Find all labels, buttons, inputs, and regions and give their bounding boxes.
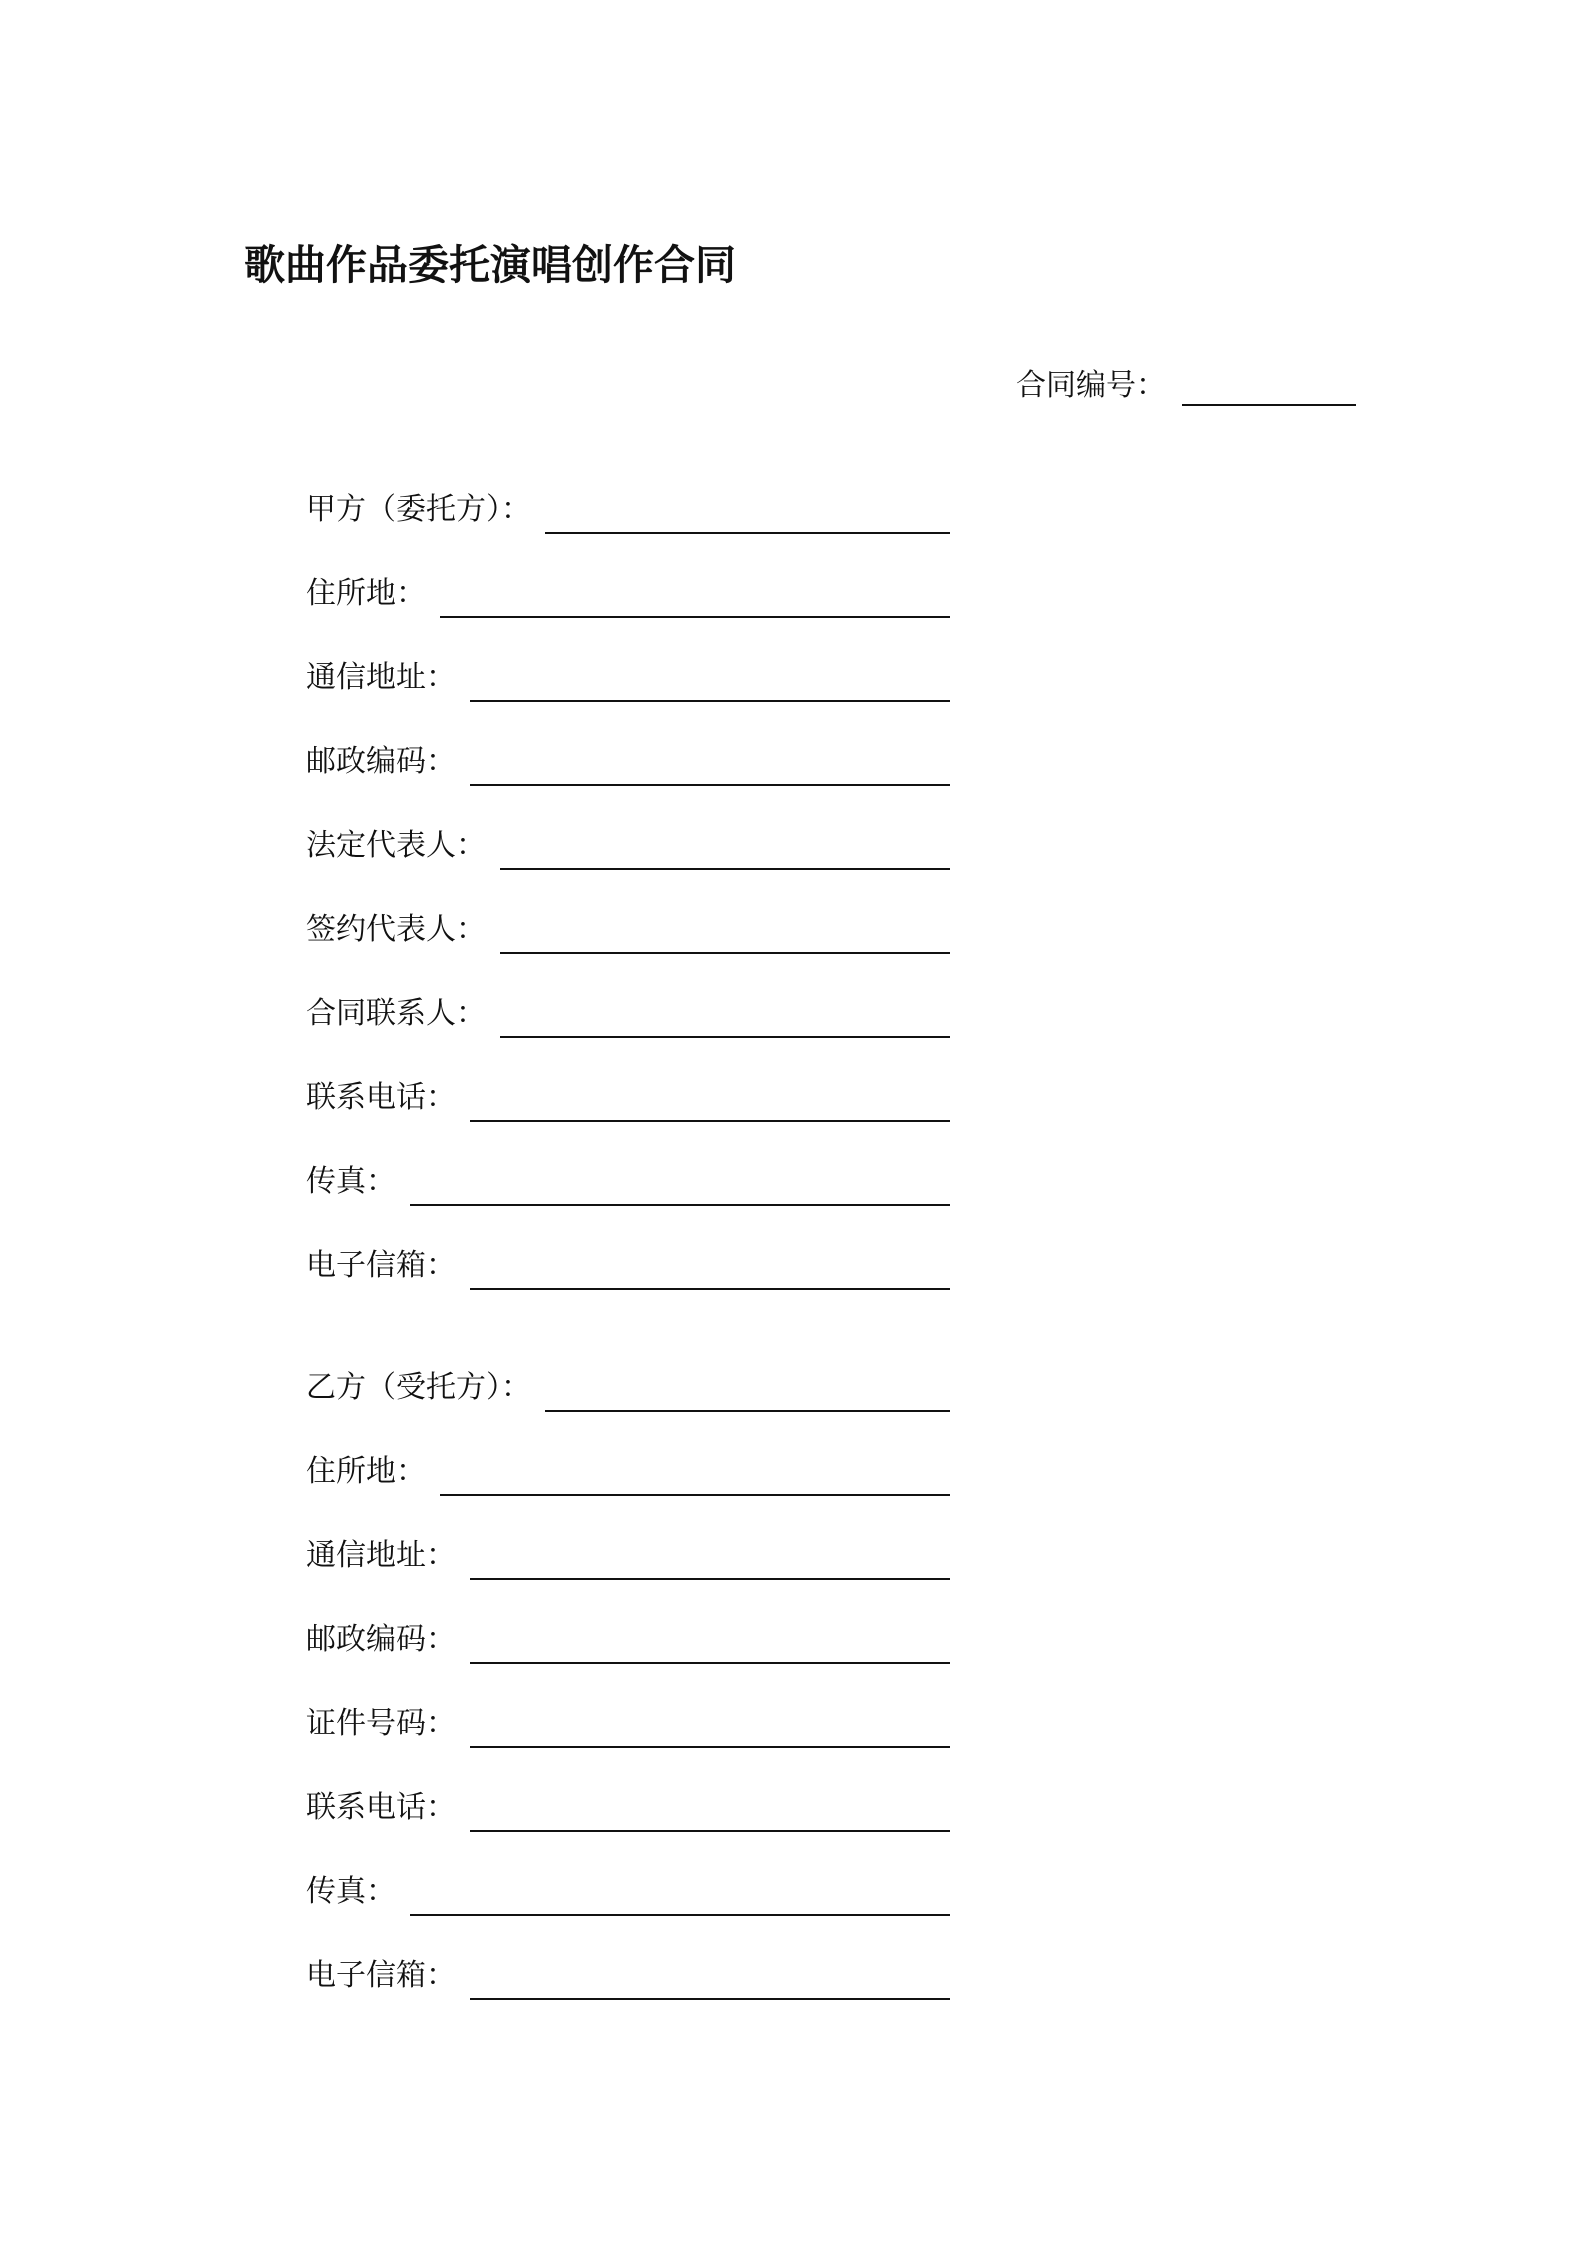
party-a-email-blank[interactable] — [470, 1228, 950, 1290]
party-a-email-row — [306, 1206, 950, 1290]
party-b-id-number-row — [306, 1664, 950, 1748]
party-a-fax-blank[interactable] — [410, 1144, 950, 1206]
party-b-section — [306, 1364, 950, 2000]
party-b-postcode-row — [306, 1580, 950, 1664]
field-label: 电子信箱： — [306, 1248, 456, 1283]
party-a-signing-rep-blank[interactable] — [500, 892, 950, 954]
party-b-name-row — [306, 1364, 950, 1412]
field-label: 住所地： — [306, 1454, 426, 1489]
field-label: 传真： — [306, 1874, 396, 1909]
party-a-domicile-blank[interactable] — [440, 556, 950, 618]
party-a-domicile-row — [306, 534, 950, 618]
party-b-email-row — [306, 1916, 950, 2000]
document-title: 歌曲作品委托演唱创作合同 — [244, 241, 736, 289]
field-label: 住所地： — [306, 576, 426, 611]
party-a-name-row — [306, 486, 950, 534]
field-label: 联系电话： — [306, 1080, 456, 1115]
party-b-phone-blank[interactable] — [470, 1770, 950, 1832]
contract-number-field — [1016, 360, 1356, 406]
field-label: 合同联系人： — [306, 996, 486, 1031]
party-a-contact-blank[interactable] — [500, 976, 950, 1038]
party-a-address-blank[interactable] — [470, 640, 950, 702]
field-label: 通信地址： — [306, 1538, 456, 1573]
field-label: 乙方（受托方）： — [306, 1370, 531, 1405]
party-a-legal-rep-row — [306, 786, 950, 870]
party-b-email-blank[interactable] — [470, 1938, 950, 2000]
party-a-address-row — [306, 618, 950, 702]
party-b-domicile-blank[interactable] — [440, 1434, 950, 1496]
field-label: 邮政编码： — [306, 1622, 456, 1657]
field-label: 签约代表人： — [306, 912, 486, 947]
party-b-domicile-row — [306, 1412, 950, 1496]
field-label: 甲方（委托方）： — [306, 492, 531, 527]
party-a-legal-rep-blank[interactable] — [500, 808, 950, 870]
party-a-phone-row — [306, 1038, 950, 1122]
field-label: 法定代表人： — [306, 828, 486, 863]
contract-number-label: 合同编号： — [1016, 368, 1166, 403]
party-b-name-blank[interactable] — [545, 1350, 950, 1412]
party-a-contact-row — [306, 954, 950, 1038]
field-label: 传真： — [306, 1164, 396, 1199]
party-b-fax-blank[interactable] — [410, 1854, 950, 1916]
party-a-postcode-row — [306, 702, 950, 786]
field-label: 联系电话： — [306, 1790, 456, 1825]
party-a-postcode-blank[interactable] — [470, 724, 950, 786]
field-label: 电子信箱： — [306, 1958, 456, 1993]
party-a-fax-row — [306, 1122, 950, 1206]
party-b-fax-row — [306, 1832, 950, 1916]
party-b-id-number-blank[interactable] — [470, 1686, 950, 1748]
field-label: 邮政编码： — [306, 744, 456, 779]
contract-number-blank[interactable] — [1182, 360, 1356, 406]
field-label: 证件号码： — [306, 1706, 456, 1741]
party-b-postcode-blank[interactable] — [470, 1602, 950, 1664]
party-a-signing-rep-row — [306, 870, 950, 954]
party-b-address-blank[interactable] — [470, 1518, 950, 1580]
party-a-name-blank[interactable] — [545, 472, 950, 534]
party-a-phone-blank[interactable] — [470, 1060, 950, 1122]
field-label: 通信地址： — [306, 660, 456, 695]
party-a-section — [306, 486, 950, 1290]
party-b-address-row — [306, 1496, 950, 1580]
party-b-phone-row — [306, 1748, 950, 1832]
